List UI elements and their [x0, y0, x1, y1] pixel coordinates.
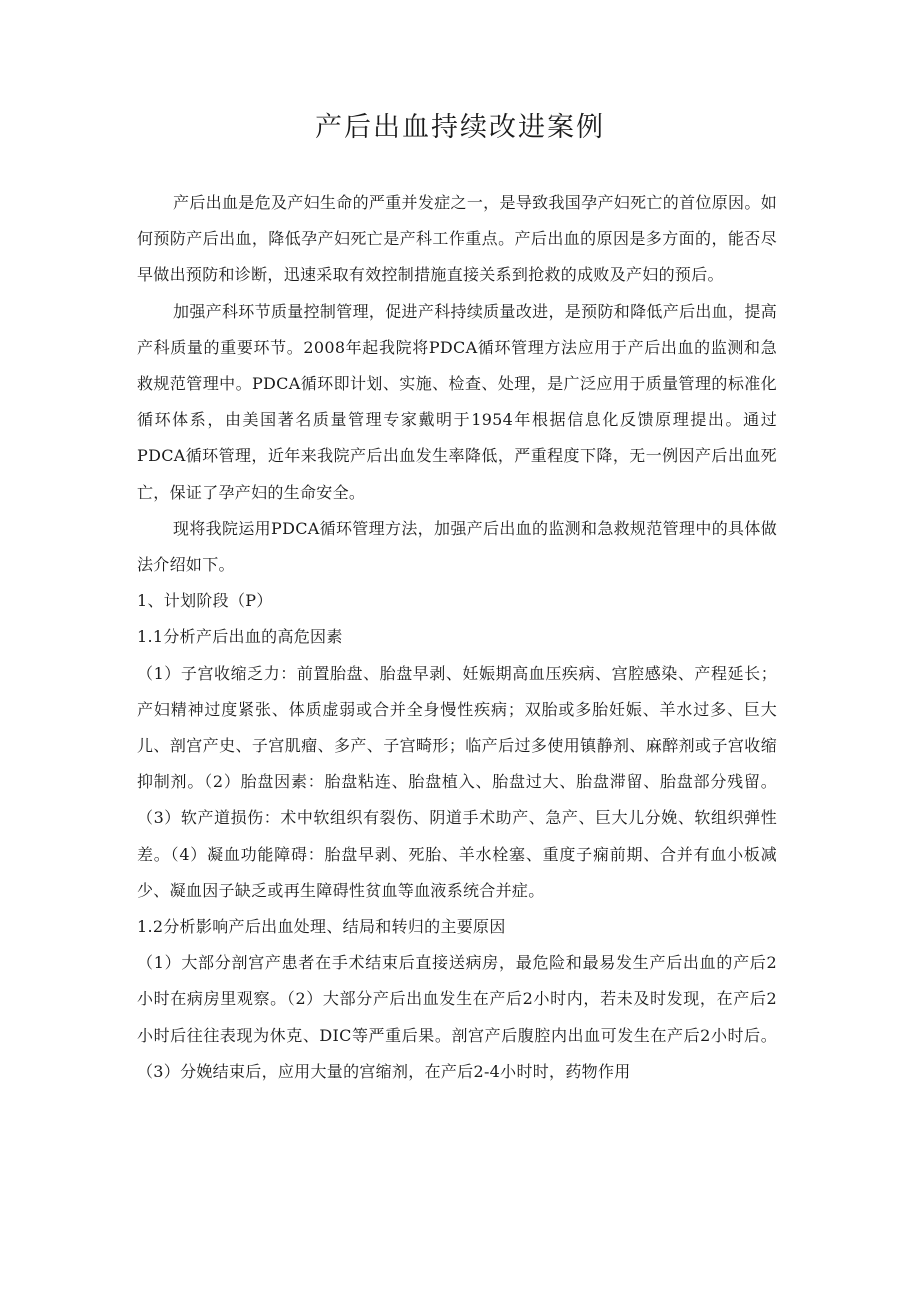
risk-factors-paragraph: （1）子宫收缩乏力：前置胎盘、胎盘早剥、妊娠期高血压疾病、宫腔感染、产程延长；产妇精神过度紧张、体质虚弱或合并全身慢性疾病；双胎或多胎妊娠、羊水过多、巨大儿、剖宫产史、子宫肌瘤、多产、子宫畸形；临产后过多使用镇静剂、麻醉剂或子宫收缩抑制剂。（2）胎盘因素：胎盘粘连、胎盘植入、胎盘过大、胎盘滞留、胎盘部分残留。（3）软产道损伤：术中软组织有裂伤、阴道手术助产、急产、巨大儿分娩、软组织弹性差。（4）凝血功能障碍：胎盘早剥、死胎、羊水栓塞、重度子痫前期、合并有血小板减少、凝血因子缺乏或再生障碍性贫血等血液系统合并症。: [137, 663, 777, 900]
document-body: [137, 185, 777, 1090]
section-1-heading: 1、计划阶段（P）: [137, 591, 273, 611]
section-1-1-heading: 1.1分析产后出血的高危因素: [137, 627, 343, 647]
method-intro-paragraph: 现将我院运用PDCA循环管理方法，加强产后出血的监测和急救规范管理中的具体做法介绍如下。: [137, 518, 777, 575]
section-1-2-heading: 1.2分析影响产后出血处理、结局和转归的主要原因: [137, 917, 506, 937]
main-causes-paragraph: （1）大部分剖宫产患者在手术结束后直接送病房，最危险和最易发生产后出血的产后2小时在病房里观察。（2）大部分产后出血发生在产后2小时内，若未及时发现，在产后2小时后往往表现为休克、DIC等严重后果。剖宫产后腹腔内出血可发生在产后2小时后。（3）分娩结束后，应用大量的宫缩剂，在产后2-4小时时，药物作用: [137, 953, 777, 1081]
intro-paragraph: 产后出血是危及产妇生命的严重并发症之一，是导致我国孕产妇死亡的首位原因。如何预防产后出血，降低孕产妇死亡是产科工作重点。产后出血的原因是多方面的，能否尽早做出预防和诊断，迅速采取有效控制措施直接关系到抢救的成败及产妇的预后。: [137, 193, 777, 285]
pdca-paragraph: 加强产科环节质量控制管理，促进产科持续质量改进，是预防和降低产后出血，提高产科质量的重要环节。2008年起我院将PDCA循环管理方法应用于产后出血的监测和急救规范管理中。PDCA循环即计划、实施、检查、处理，是广泛应用于质量管理的标准化循环体系，由美国著名质量管理专家戴明于1954年根据信息化反馈原理提出。通过PDCA循环管理，近年来我院产后出血发生率降低，严重程度下降，无一例因产后出血死亡，保证了孕产妇的生命安全。: [137, 301, 777, 502]
document-title: 产后出血持续改进案例: [315, 112, 605, 143]
